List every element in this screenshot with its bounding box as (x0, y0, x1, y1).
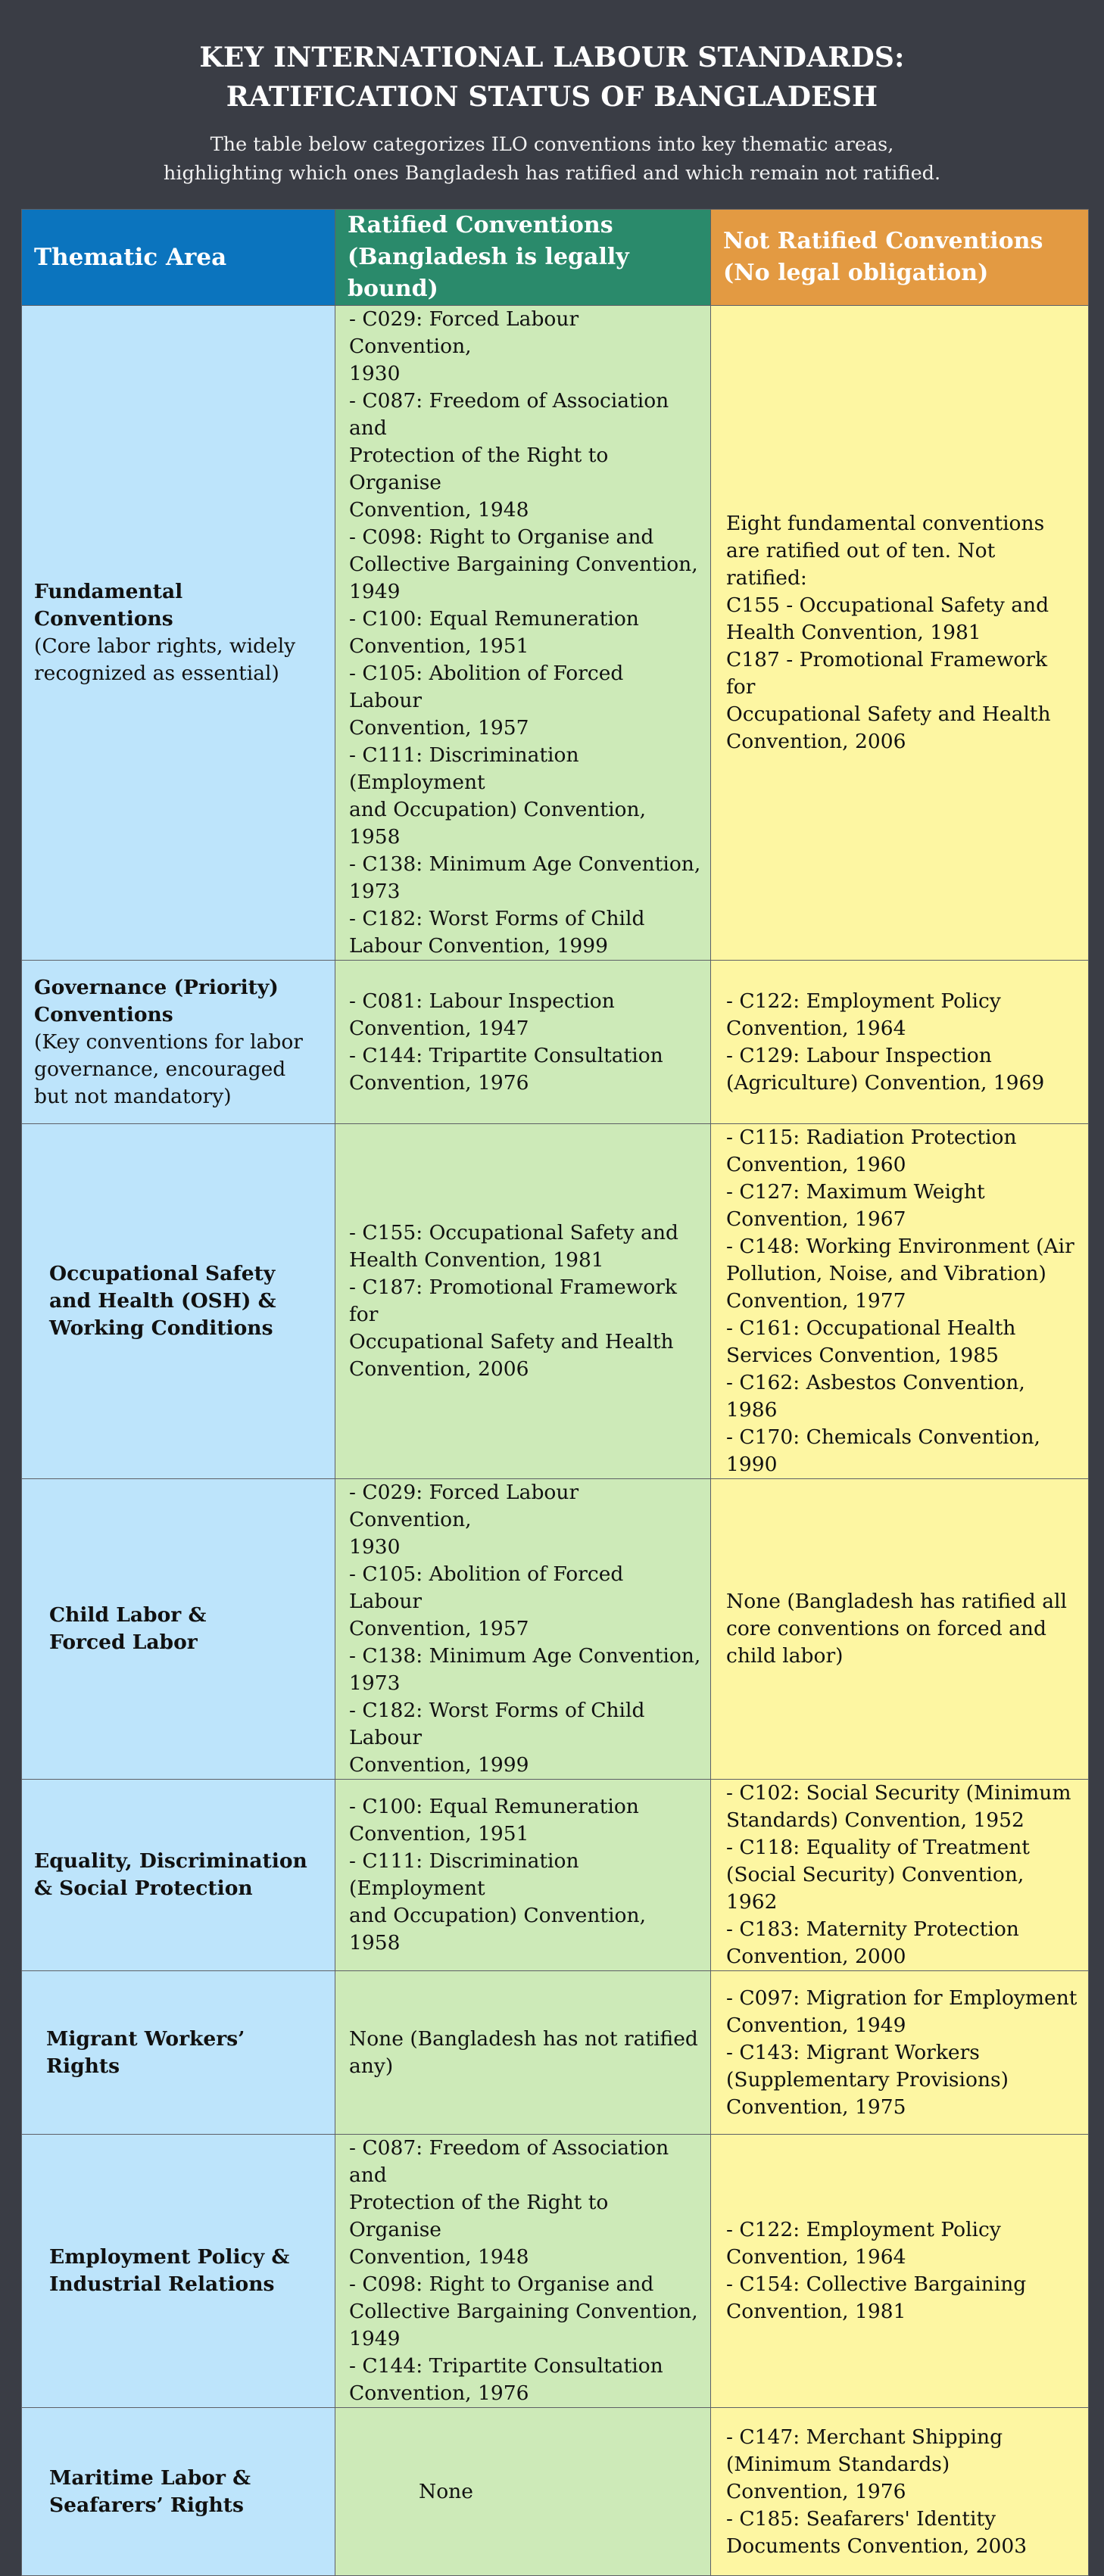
ratified-line: - C087: Freedom of Association and (349, 389, 669, 440)
ratified-line: Protection of the Right to Organise (349, 444, 609, 494)
not-ratified-line: - C183: Maternity Protection (726, 1917, 1019, 1941)
not-ratified-cell (711, 2408, 1089, 2576)
ratified-line: - C187: Promotional Framework for (349, 1276, 677, 1326)
ratified-line: None (419, 2479, 473, 2503)
not-ratified-line: Convention, 1960 (726, 1153, 906, 1176)
column-header-label: Ratified Conventions (348, 212, 613, 238)
not-ratified-line: - C118: Equality of Treatment (726, 1836, 1030, 1859)
ratified-line: 1973 (349, 1671, 401, 1695)
thematic-area-title: & Social Protection (34, 1877, 253, 1900)
ratified-cell (335, 1780, 711, 1971)
thematic-area-title: Forced Labor (49, 1631, 198, 1654)
not-ratified-line: child labor) (726, 1644, 844, 1668)
ratified-line: 1973 (349, 880, 401, 903)
thematic-area-title: Employment Policy & (49, 2245, 290, 2269)
ratified-line: - C111: Discrimination (Employment (349, 1849, 579, 1900)
not-ratified-line: - C162: Asbestos Convention, 1986 (726, 1371, 1025, 1422)
ratified-line: Convention, 1951 (349, 634, 529, 658)
thematic-area-title: Equality, Discrimination (34, 1849, 307, 1873)
thematic-area-title: Working Conditions (49, 1316, 273, 1340)
not-ratified-line: Documents Convention, 2003 (726, 2534, 1028, 2558)
ratified-line: 1949 (349, 2327, 401, 2350)
ratified-line: - C105: Abolition of Forced Labour (349, 1562, 624, 1613)
thematic-area-cell (22, 2135, 335, 2408)
thematic-area-cell (22, 1780, 335, 1971)
ratified-cell (335, 306, 711, 961)
thematic-area-note: but not mandatory) (34, 1084, 232, 1108)
column-header-sublabel: (Bangladesh is legally bound) (348, 244, 629, 302)
ratified-line: and Occupation) Convention, 1958 (349, 1904, 646, 1955)
not-ratified-line: - C129: Labour Inspection (726, 1043, 992, 1067)
table-row (22, 306, 1089, 961)
ratified-line: - C081: Labour Inspection (349, 989, 615, 1013)
ratified-line: - C098: Right to Organise and (349, 2272, 654, 2296)
ratified-line: - C182: Worst Forms of Child Labour (349, 1699, 645, 1749)
ratified-line: Convention, 1999 (349, 1753, 529, 1777)
not-ratified-line: - C147: Merchant Shipping (726, 2425, 1003, 2449)
intro-text (0, 130, 1104, 188)
thematic-area-title: Maritime Labor & (49, 2465, 251, 2490)
not-ratified-line: - C127: Maximum Weight (726, 1180, 985, 1204)
not-ratified-line: - C148: Working Environment (Air (726, 1235, 1074, 1258)
thematic-area-note: (Core labor rights, widely (34, 634, 296, 658)
table-row (22, 2135, 1089, 2408)
column-header-thematic-area (22, 210, 335, 306)
ratified-line: Health Convention, 1981 (349, 1248, 604, 1272)
not-ratified-line: C187 - Promotional Framework for (726, 648, 1048, 699)
intro-line: highlighting which ones Bangladesh has ratified and which remain not ratified. (163, 162, 941, 185)
not-ratified-line: (Minimum Standards) (726, 2452, 950, 2476)
not-ratified-cell (711, 2135, 1089, 2408)
thematic-area-note: (Key conventions for labor (34, 1029, 303, 1054)
thematic-area-title: Governance (Priority) (34, 975, 279, 999)
not-ratified-cell (711, 961, 1089, 1124)
thematic-area-title: Rights (46, 2054, 120, 2078)
ratified-line: 1930 (349, 1535, 401, 1559)
ratified-line: Convention, 1957 (349, 1617, 529, 1640)
thematic-area-title: Child Labor & (49, 1603, 207, 1627)
ratified-cell (335, 1479, 711, 1780)
ratified-line: Convention, 2006 (349, 1357, 529, 1381)
ratified-line: - C029: Forced Labour Convention, (349, 1481, 579, 1531)
page-header (0, 0, 1104, 209)
column-header-not-ratified (711, 210, 1089, 306)
not-ratified-cell (711, 1971, 1089, 2135)
column-header-ratified (335, 210, 711, 306)
title-line: KEY INTERNATIONAL LABOUR STANDARDS: (199, 42, 905, 73)
thematic-area-note: governance, encouraged (34, 1057, 286, 1081)
ratified-line: Collective Bargaining Convention, (349, 553, 698, 576)
column-header-label: Not Ratified Conventions (723, 228, 1043, 254)
intro-line: The table below categorizes ILO conventions into key thematic areas, (210, 133, 894, 156)
not-ratified-line: Convention, 1975 (726, 2095, 906, 2119)
ratified-cell (335, 1124, 711, 1479)
ratified-line: any) (349, 2054, 394, 2078)
ratified-line: Convention, 1948 (349, 2245, 529, 2269)
ratified-line: - C138: Minimum Age Convention, (349, 1644, 701, 1668)
not-ratified-line: Convention, 1981 (726, 2300, 906, 2323)
ratified-line: - C182: Worst Forms of Child (349, 907, 645, 930)
not-ratified-cell (711, 306, 1089, 961)
not-ratified-line: C155 - Occupational Safety and (726, 593, 1049, 617)
thematic-area-cell (22, 961, 335, 1124)
not-ratified-cell (711, 1479, 1089, 1780)
thematic-area-cell (22, 306, 335, 961)
ratified-line: Convention, 1951 (349, 1822, 529, 1846)
ratified-cell (335, 2408, 711, 2576)
not-ratified-line: core conventions on forced and (726, 1617, 1046, 1640)
ratified-line: - C100: Equal Remuneration (349, 1795, 639, 1818)
table-body (22, 306, 1089, 2576)
thematic-area-title: Industrial Relations (49, 2272, 275, 2296)
ratified-line: Convention, 1948 (349, 498, 529, 522)
conventions-table (21, 209, 1089, 2576)
table-row (22, 961, 1089, 1124)
not-ratified-line: - C102: Social Security (Minimum (726, 1781, 1071, 1805)
ratified-line: - C105: Abolition of Forced Labour (349, 662, 624, 712)
ratified-line: 1930 (349, 362, 401, 385)
ratified-line: Collective Bargaining Convention, (349, 2300, 698, 2323)
ratified-line: Convention, 1976 (349, 1070, 529, 1095)
ratified-line: - C098: Right to Organise and (349, 525, 654, 549)
ratified-line: - C087: Freedom of Association and (349, 2136, 669, 2187)
not-ratified-line: Convention, 1967 (726, 1207, 906, 1231)
ratified-cell (335, 1971, 711, 2135)
thematic-area-cell (22, 1971, 335, 2135)
thematic-area-cell (22, 2408, 335, 2576)
thematic-area-title: Seafarers’ Rights (49, 2493, 244, 2517)
not-ratified-cell (711, 1780, 1089, 1971)
thematic-area-title: Occupational Safety (49, 1262, 276, 1285)
not-ratified-line: Health Convention, 1981 (726, 621, 981, 644)
not-ratified-line: (Supplementary Provisions) (726, 2067, 1009, 2092)
not-ratified-line: Convention, 2006 (726, 730, 906, 753)
thematic-area-cell (22, 1479, 335, 1780)
ratified-line: Occupational Safety and Health (349, 1330, 674, 1353)
thematic-area-note: recognized as essential) (34, 662, 279, 685)
table-row (22, 1124, 1089, 1479)
thematic-area-cell (22, 1124, 335, 1479)
not-ratified-line: - C097: Migration for Employment (726, 1986, 1077, 2010)
title-line: RATIFICATION STATUS OF BANGLADESH (226, 81, 878, 113)
not-ratified-line: - C143: Migrant Workers (726, 2040, 980, 2064)
thematic-area-title: and Health (OSH) & (49, 1289, 276, 1313)
not-ratified-line: Convention, 2000 (726, 1945, 906, 1968)
not-ratified-line: Eight fundamental conventions (726, 512, 1045, 535)
ratified-line: - C100: Equal Remuneration (349, 607, 639, 631)
not-ratified-line: Convention, 1964 (726, 2245, 906, 2269)
ratified-line: 1949 (349, 580, 401, 603)
ratified-line: Labour Convention, 1999 (349, 934, 608, 958)
ratified-line: None (Bangladesh has not ratified (349, 2026, 698, 2051)
not-ratified-line: Convention, 1964 (726, 1016, 906, 1040)
not-ratified-line: - C115: Radiation Protection (726, 1126, 1017, 1149)
column-header-sublabel: (No legal obligation) (723, 260, 989, 286)
ratified-line: and Occupation) Convention, 1958 (349, 798, 646, 849)
not-ratified-line: Convention, 1977 (726, 1289, 906, 1313)
column-header-label: Thematic Area (34, 244, 227, 271)
ratified-line: Convention, 1947 (349, 1016, 529, 1040)
table-row (22, 1971, 1089, 2135)
ratified-line: Convention, 1976 (349, 2381, 529, 2405)
not-ratified-line: (Social Security) Convention, 1962 (726, 1863, 1024, 1914)
thematic-area-title: Conventions (34, 1002, 173, 1026)
ratified-cell (335, 2135, 711, 2408)
ratified-line: Convention, 1957 (349, 716, 529, 740)
not-ratified-line: - C170: Chemicals Convention, 1990 (726, 1425, 1040, 1476)
table-row (22, 1479, 1089, 1780)
not-ratified-line: Pollution, Noise, and Vibration) (726, 1262, 1046, 1285)
not-ratified-line: Standards) Convention, 1952 (726, 1808, 1024, 1832)
page-title (0, 38, 1104, 117)
not-ratified-cell (711, 1124, 1089, 1479)
ratified-line: - C029: Forced Labour Convention, (349, 307, 579, 358)
not-ratified-line: (Agriculture) Convention, 1969 (726, 1070, 1045, 1095)
not-ratified-line: Convention, 1949 (726, 2013, 906, 2037)
not-ratified-line: - C161: Occupational Health (726, 1316, 1016, 1340)
table-row (22, 2408, 1089, 2576)
table-header-row (22, 210, 1089, 306)
thematic-area-title: Fundamental Conventions (34, 580, 183, 631)
ratified-line: - C144: Tripartite Consultation (349, 2354, 663, 2378)
not-ratified-line: None (Bangladesh has ratified all (726, 1590, 1067, 1613)
ratified-line: - C155: Occupational Safety and (349, 1221, 678, 1244)
ratified-line: - C138: Minimum Age Convention, (349, 852, 701, 876)
not-ratified-line: Occupational Safety and Health (726, 702, 1051, 726)
not-ratified-line: Services Convention, 1985 (726, 1344, 999, 1367)
ratified-line: Protection of the Right to Organise (349, 2191, 609, 2241)
not-ratified-line: - C122: Employment Policy (726, 2218, 1001, 2241)
ratified-line: - C144: Tripartite Consultation (349, 1043, 663, 1067)
not-ratified-line: - C154: Collective Bargaining (726, 2272, 1027, 2296)
not-ratified-line: - C185: Seafarers' Identity (726, 2506, 996, 2531)
not-ratified-line: are ratified out of ten. Not ratified: (726, 539, 996, 590)
table-row (22, 1780, 1089, 1971)
thematic-area-title: Migrant Workers’ (46, 2026, 245, 2051)
ratified-cell (335, 961, 711, 1124)
not-ratified-line: Convention, 1976 (726, 2479, 906, 2503)
ratified-line: - C111: Discrimination (Employment (349, 743, 579, 794)
not-ratified-line: - C122: Employment Policy (726, 989, 1001, 1013)
